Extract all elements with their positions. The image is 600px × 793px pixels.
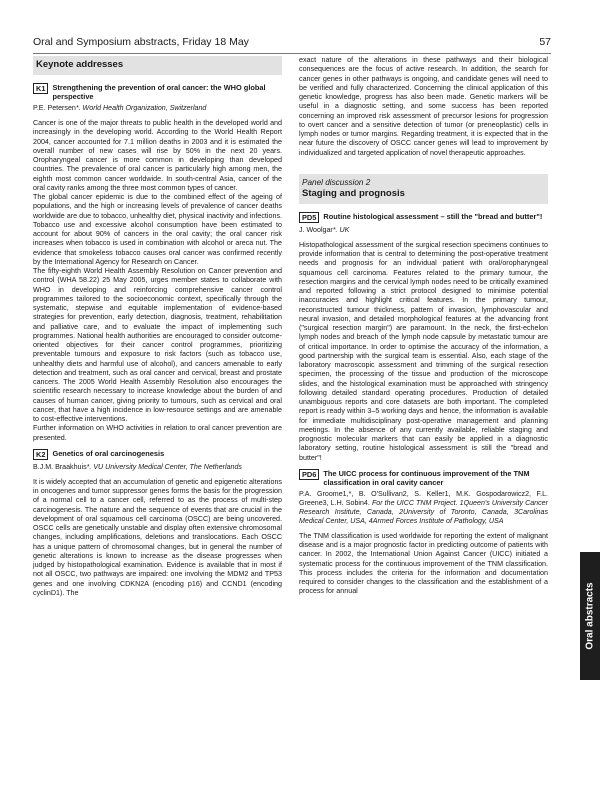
abstract-title-text: Genetics of oral carcinogenesis xyxy=(52,448,165,458)
right-column xyxy=(299,56,548,597)
author-names: B.J.M. Braakhuis xyxy=(33,462,87,471)
author-affiliation: *. UK xyxy=(332,225,350,234)
left-column xyxy=(33,56,282,598)
side-tab-label: Oral abstracts xyxy=(584,582,596,650)
abstract-paragraph: Cancer is one of the major threats to public health in the developed world and increasingly in the developing world. According to the World Health Report 2004, cancer accounted for 7.1 million deaths in 2003 and it is estimated the overall number of new cases will rise by 50% in the next 20 years. Oropharyngeal cancer is more common in developing than developed countries. The prevalence of oral cancer is particularly high among men, the eighth most common cancer worldwide. In south-central Asia, cancer of the oral cavity ranks among the three most common types of cancer. xyxy=(33,119,282,192)
abstract-paragraph: It is widely accepted that an accumulation of genetic and epigenetic alterations in oncogenes and tumor suppressor genes forms the basis for the progression of a normal cell to a cancer cell, referred to as the process of multi-step carcinogenesis. The nature and the sequence of events that are crucial in the development of oral squamous cell carcinoma (OSCC) are being uncovered. OSCC cells are genetically unstable and display often extensive chromosomal changes, including amplifications, deletions and translocations. Each OSCC has a unique pattern of chromosomal changes, but in general the number of genetic alterations is known to increase as the disease progresses when judged by histopathological examination. Evidence is available that in most if not all OSCC, two pathways are impaired: one involving the MDM2 and TP53 genes and one involving CDKN2A (encoding p16) and CCND1 (encoding cyclinD1). The xyxy=(33,477,282,597)
abstract-title-text: Strengthening the prevention of oral cancer: the WHO global perspective xyxy=(52,83,266,101)
abstract-pd5-title xyxy=(299,212,548,223)
abstract-paragraph: Further information on WHO activities in relation to oral cancer prevention are presented. xyxy=(33,424,282,442)
page-number: 57 xyxy=(539,36,551,48)
abstract-title-text: Routine histological assessment – still the "bread and butter"! xyxy=(323,211,543,221)
author-names: P.E. Petersen xyxy=(33,104,76,112)
abstract-pd6-authors xyxy=(299,490,548,526)
abstract-code-pd5: PD5 xyxy=(299,212,319,223)
abstract-k1-title xyxy=(33,83,282,101)
abstract-paragraph: The fifty-eighth World Health Assembly Resolution on Cancer prevention and control (WHA 58.22) 25 May 2005, urges member states to collaborate with WHO in developing and reinforcing comprehensive cancer control programmes tailored to the socioeconomic context, specifically through the systematic, stepwise and equitable implementation of evidence-based strategies for prevention, early detection, diagnosis, treatment, rehabilitation and palliative care, and to evaluate the impact of implementing such programmes. National health authorities are encouraged to consider outcome-oriented objectives for their cancer control programmes, prioritizing preventable tumours and exposure to risk factors (such as tobacco use, unhealthy diets and harmful use of alcohol), and cancers amenable to early detection and treatment, such as oral cancer and cervical, breast and prostate cancers. The 2005 World Health Assembly Resolution also encourages the scientific research necessary to increase knowledge about the burden of and causes of human cancer, giving priority to tumours, such as cervical and oral cancer, that have a high incidence in low-resource settings and are amenable to cost-effective interventions. xyxy=(33,267,282,423)
author-names: P.A. Groome1,*, B. O'Sullivan2, S. Keller1, M.K. Gospodarowicz2, F.L. Greene3, L.H. Sobin4. xyxy=(299,489,548,507)
running-title: Oral and Symposium abstracts, Friday 18 May xyxy=(33,36,249,48)
abstract-k2-authors xyxy=(33,463,282,472)
running-header xyxy=(33,35,551,54)
abstract-code-k2: K2 xyxy=(33,449,48,460)
panel-title: Staging and prognosis xyxy=(302,187,405,199)
abstract-paragraph: The TNM classification is used worldwide for reporting the extent of malignant disease and is a major prognostic factor in predicting outcome of patients with cancer. In 2002, the International Union Against Cancer (UICC) initiated a systematic process for the continuous improvement of the TNM classification. This process includes the criteria for the information and documentation required to consider changes to the classification and the establishment of a process for annual xyxy=(299,531,548,596)
panel-label: Panel discussion 2 xyxy=(302,177,371,187)
abstract-k2-title xyxy=(33,449,282,460)
author-affiliation: For the UICC TNM Project. 1Queen's University Cancer Research Institute, Canada, 2University of Toronto, Canada, 3Carolinas Medical Center, USA, 4Armed Forces Institute of Pathology, USA xyxy=(299,498,548,525)
panel-discussion-band xyxy=(299,174,548,204)
abstract-paragraph: The global cancer epidemic is due to the combined effect of the ageing of populations, and the high or increasing levels of prevalence of cancer deaths worldwide are due to tobacco, unhealthy diet, physical inactivity and infections. Tobacco use and excessive alcohol consumption have been estimated to account for about 90% of cancers in the oral cavity; the oral cancer risk increases when tobacco is used in combination with alcohol or areca nut. The evidence that smokeless tobacco causes oral cancer was confirmed recently by the International Agency for Research on Cancer. xyxy=(33,193,282,266)
author-names: J. Woolgar xyxy=(299,225,333,234)
abstract-paragraph: Histopathological assessment of the surgical resection specimens continues to provide information that is central to determining the post-operative treatment needs and prognosis for an individual patient with oral/oropharyngeal squamous cell carcinoma. Features related to the primary tumour, the resection margins and the cervical lymph nodes need to be critically examined and reported following a strict protocol designed to minimise potential inaccuracies and highlight critical features. In the primary tumour, reconstructed tumour thickness, pattern of invasion, lymphovascular and neural invasion, and detailed morphological features at the advancing front ("surgical resection margin") are paramount. In the neck, the first-echelon lymph nodes and breach of the lymph node capsule by metastatic tumour are of critical importance. In order to optimise the accuracy of the information, a good partnership with the surgical team is essential. Also, each stage of the laboratory macroscopic assessment and trimming of the surgical resection specimen, the processing of the tissue and production of the microscope slides, and the histological examination must be approached with stringency following detailed standard operating procedures. Production of detailed unambiguous reports and core datasets are both important. The completed report is ready within 3–5 working days and hence, the information is available for immediate multidisciplinary post-operative management and planning meetings. In the absence of any currently available, reliable staging and prognostic molecular markers that can easily be applied in a diagnostic laboratory setting, routine histological assessment is still the "bread and butter"! xyxy=(299,240,548,462)
continued-paragraph: exact nature of the alterations in these pathways and their biological consequences are the focus of active research. In addition, the search for cancer genes in other pathways is ongoing, and candidate genes will need to be verified and fully characterized. Concerning the clinical application of this genetic knowledge, progress has also been made. Genetic markers will be useful in a diagnostic setting, and some success has been reported concerning an improved risk assessment of precursor lesions for progression to overt cancer and a sensitive detection of tumor (or preneoplastic) cells in lymph nodes or tumor margins. Regarding treatment, it is expected that in the near future the discovery of OSCC cancer genes will lead to improvement by individualized and targeted application of novel therapeutic approaches. xyxy=(299,56,548,157)
section-title-keynote: Keynote addresses xyxy=(33,56,282,75)
abstract-pd6-title xyxy=(299,469,548,487)
author-affiliation: *. World Health Organization, Switzerland xyxy=(75,104,207,112)
abstract-pd5-authors xyxy=(299,226,548,235)
section-side-tab xyxy=(580,552,600,680)
abstract-code-k1: K1 xyxy=(33,83,48,94)
author-affiliation: *. VU University Medical Center, The Netherlands xyxy=(86,462,242,471)
abstract-code-pd6: PD6 xyxy=(299,469,319,480)
abstract-k1-authors xyxy=(33,104,282,113)
abstract-title-text: The UICC process for continuous improvement of the TNM classification in oral cavity cancer xyxy=(323,468,530,487)
